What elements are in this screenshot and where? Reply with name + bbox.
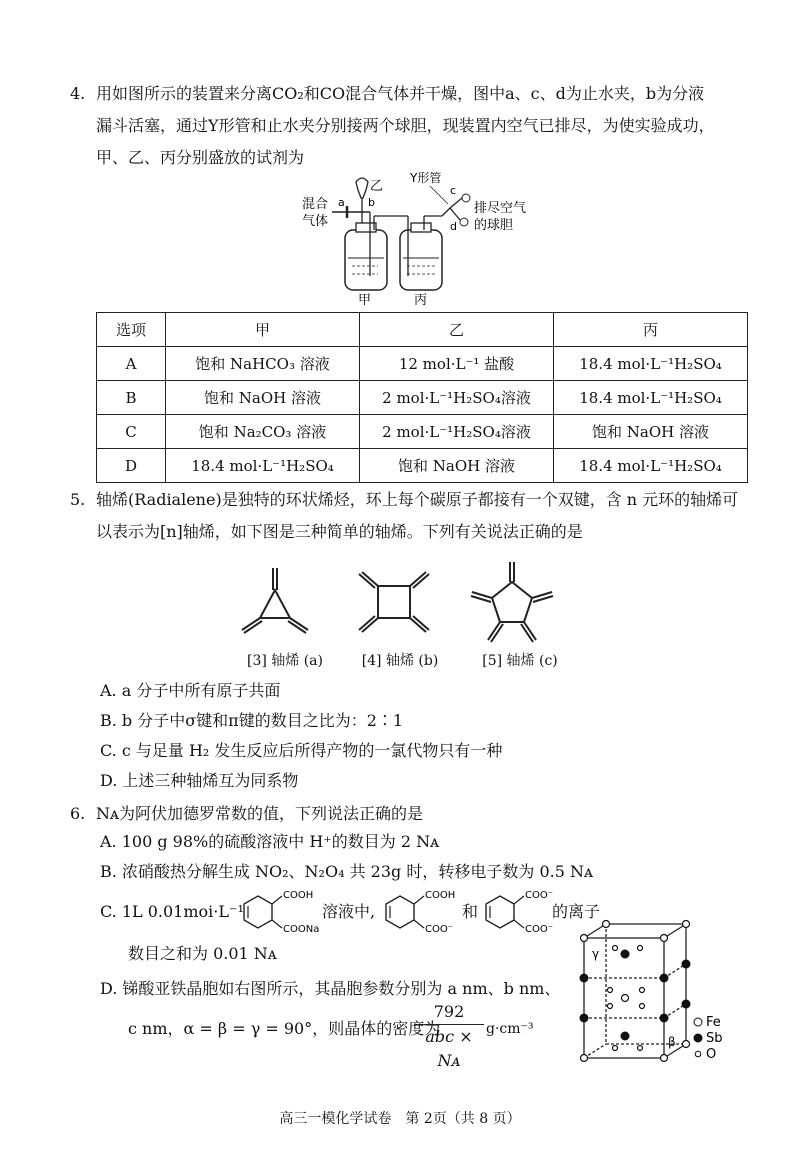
table-header-cell: 甲 xyxy=(166,313,360,347)
table-cell: 2 mol·L⁻¹H₂SO₄溶液 xyxy=(360,415,554,449)
option-d-text: c nm，α = β = γ = 90°，则晶体的密度为 xyxy=(128,1019,441,1038)
phthalate-structure-2 xyxy=(380,886,462,936)
radialene-caption: [3] 轴烯 (a) xyxy=(246,653,323,669)
group-label: COOH xyxy=(425,890,456,901)
radialene-caption: [5] 轴烯 (c) xyxy=(482,653,558,669)
question-6 xyxy=(70,798,750,830)
reagent-table xyxy=(96,312,748,483)
table-cell: A xyxy=(97,347,166,381)
option-c: C. c 与足量 H₂ 发生反应后所得产物的一氯代物只有一种 xyxy=(100,741,503,760)
group-label: COO⁻ xyxy=(525,890,554,901)
table-cell: 18.4 mol·L⁻¹H₂SO₄ xyxy=(554,347,748,381)
legend-o: O xyxy=(706,1047,717,1062)
table-cell: 18.4 mol·L⁻¹H₂SO₄ xyxy=(554,449,748,483)
group-label: COONa xyxy=(283,924,320,935)
question-5 xyxy=(70,484,750,548)
question-number: 5. xyxy=(70,490,86,509)
question-number: 4. xyxy=(70,84,86,103)
radialene-5 xyxy=(471,562,553,642)
crystal-cell-figure xyxy=(570,918,750,1070)
group-label: COOH xyxy=(283,890,314,901)
bing-label: 丙 xyxy=(414,293,428,308)
jia-label: 甲 xyxy=(358,293,372,308)
table-cell: B xyxy=(97,381,166,415)
option-a: A. a 分子中所有原子共面 xyxy=(100,681,281,700)
legend-sb: Sb xyxy=(706,1031,723,1046)
table-header-row xyxy=(97,313,748,347)
gamma-label: γ xyxy=(592,947,600,961)
phthalate-structure-1 xyxy=(238,886,320,936)
exhaust-label: 的球胆 xyxy=(474,218,514,233)
density-fraction xyxy=(414,1000,484,1073)
table-cell: C xyxy=(97,415,166,449)
fraction-denominator: abc × Nᴀ xyxy=(425,1027,473,1070)
table-row xyxy=(97,347,748,381)
table-cell: 2 mol·L⁻¹H₂SO₄溶液 xyxy=(360,381,554,415)
yi-label: 乙 xyxy=(370,179,384,194)
table-row xyxy=(97,449,748,483)
page-footer: 高三一模化学试卷 第 2页（共 8 页） xyxy=(279,1111,521,1127)
stopcock-b-label: b xyxy=(368,196,375,209)
question-text: 轴烯(Radialene)是独特的环状烯烃，环上每个碳原子都接有一个双键，含 n 元环的轴烯可 xyxy=(96,490,739,509)
table-cell: 饱和 NaOH 溶液 xyxy=(554,415,748,449)
apparatus-figure xyxy=(290,168,527,308)
question-number: 6. xyxy=(70,804,86,823)
radialene-caption: [4] 轴烯 (b) xyxy=(361,653,439,669)
phthalate-structure-3 xyxy=(480,886,552,936)
table-cell: 饱和 NaOH 溶液 xyxy=(166,381,360,415)
table-cell: 18.4 mol·L⁻¹H₂SO₄ xyxy=(554,381,748,415)
question-text: 甲、乙、丙分别盛放的试剂为 xyxy=(96,148,305,167)
question-4 xyxy=(70,78,750,174)
clamp-d-label: d xyxy=(450,220,457,233)
mix-gas-label: 气体 xyxy=(302,214,329,229)
table-header-cell: 选项 xyxy=(97,313,166,347)
option-b: B. b 分子中σ键和π键的数目之比为：2∶1 xyxy=(100,711,404,730)
table-header-cell: 丙 xyxy=(554,313,748,347)
table-cell: 12 mol·L⁻¹ 盐酸 xyxy=(360,347,554,381)
radialene-structures xyxy=(230,560,570,650)
option-d: D. 上述三种轴烯互为同系物 xyxy=(100,771,299,790)
table-row xyxy=(97,415,748,449)
option-c-text: 的离子 xyxy=(552,902,601,921)
legend-fe: Fe xyxy=(706,1015,721,1030)
table-cell: 18.4 mol·L⁻¹H₂SO₄ xyxy=(166,449,360,483)
option-b: B. 浓硝酸热分解生成 NO₂、N₂O₄ 共 23g 时，转移电子数为 0.5 Nᴀ xyxy=(100,862,594,881)
exhaust-label: 排尽空气 xyxy=(474,201,527,216)
table-row xyxy=(97,381,748,415)
clamp-a-label: a xyxy=(338,196,345,209)
table-cell: D xyxy=(97,449,166,483)
density-unit: g·cm⁻³ xyxy=(486,1021,534,1037)
clamp-c-label: c xyxy=(450,184,457,197)
fraction-numerator: 792 xyxy=(414,1000,484,1025)
option-c-text: 数目之和为 0.01 Nᴀ xyxy=(128,944,277,963)
radialene-3 xyxy=(242,568,308,633)
option-d: D. 锑酸亚铁晶胞如右图所示，其晶胞参数分别为 a nm、b nm、 xyxy=(100,979,561,998)
table-cell: 饱和 NaOH 溶液 xyxy=(360,449,554,483)
option-a: A. 100 g 98%的硫酸溶液中 H⁺的数目为 2 Nᴀ xyxy=(100,832,440,851)
question-text: Nᴀ为阿伏加德罗常数的值，下列说法正确的是 xyxy=(96,804,424,823)
table-cell: 饱和 NaHCO₃ 溶液 xyxy=(166,347,360,381)
mix-gas-label: 混合 xyxy=(302,197,329,212)
group-label: COO⁻ xyxy=(525,924,554,935)
radialene-4 xyxy=(359,572,429,632)
question-text: 以表示为[n]轴烯，如下图是三种简单的轴烯。下列有关说法正确的是 xyxy=(96,522,583,541)
option-c-text: 和 xyxy=(462,902,479,921)
table-cell: 饱和 Na₂CO₃ 溶液 xyxy=(166,415,360,449)
y-tube-label: Y形管 xyxy=(410,171,442,185)
option-c-prefix: C. 1L 0.01moi·L⁻¹ xyxy=(100,902,244,921)
group-label: COO⁻ xyxy=(425,924,454,935)
table-header-cell: 乙 xyxy=(360,313,554,347)
beta-label: β xyxy=(668,1035,676,1049)
question-text: 漏斗活塞，通过Y形管和止水夹分别接两个球胆，现装置内空气已排尽，为使实验成功， xyxy=(96,116,715,135)
option-c-text: 溶液中, xyxy=(322,902,376,921)
question-text: 用如图所示的装置来分离CO₂和CO混合气体并干燥，图中a、c、d为止水夹，b为分液 xyxy=(96,84,705,103)
